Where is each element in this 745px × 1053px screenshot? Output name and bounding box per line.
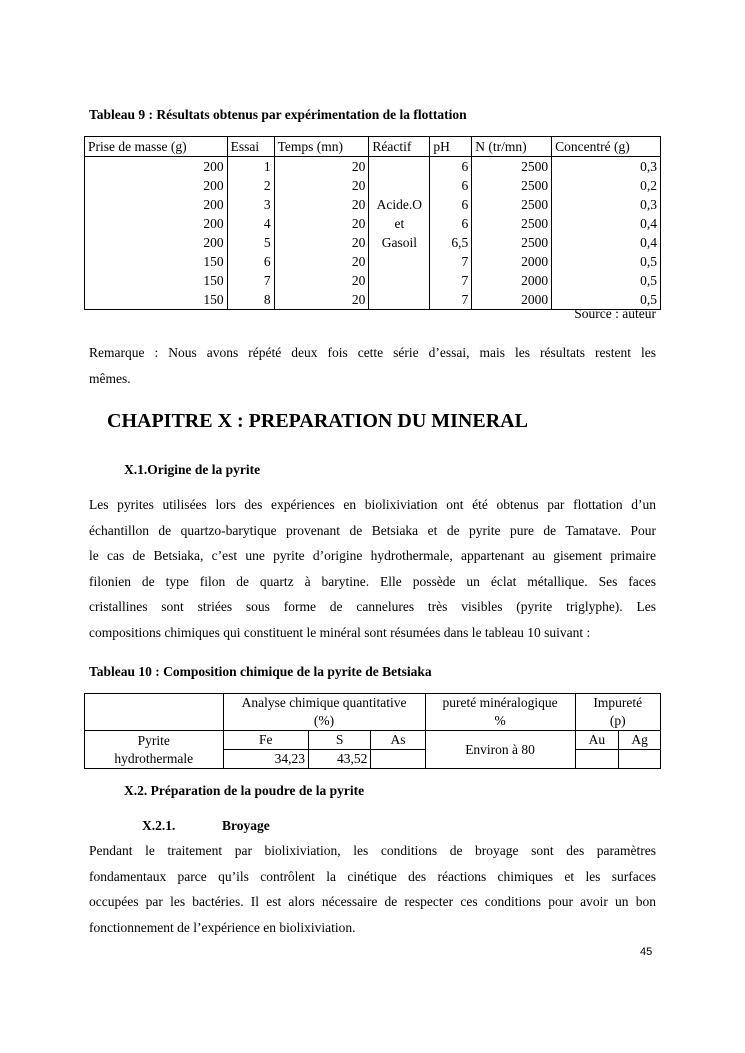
table-cell: 2000 xyxy=(521,292,549,307)
table-cell: 2500 xyxy=(521,178,549,193)
table10-impurete-header xyxy=(575,694,660,731)
section-x2-paragraph xyxy=(89,838,656,940)
table-cell: 7 xyxy=(263,273,271,288)
table10-fe-header: Fe xyxy=(223,731,308,750)
table-cell: 20 xyxy=(351,159,366,174)
paragraph-line: Pendant le traitement par biolixiviation, les conditions de broyage sont des paramètres xyxy=(89,843,656,858)
table-cell: 200 xyxy=(203,178,224,193)
reactif-text: Acide.O xyxy=(376,197,423,212)
header-text: (p) xyxy=(609,713,626,728)
table-cell: 20 xyxy=(351,178,366,193)
paragraph-line: filonien de type filon de quartz à barytine. Elle possède un éclat métallique. Ses faces xyxy=(89,573,656,589)
table10-s-value: 43,52 xyxy=(308,750,370,769)
paragraph-line: fondamentaux parce qu’ils contrôlent la cinétique des réactions chimiques et les surfaces xyxy=(89,868,656,884)
table-cell: 5 xyxy=(263,235,271,250)
header-text: (%) xyxy=(313,713,335,728)
header-text: Impureté xyxy=(593,695,643,710)
table10-au-header: Au xyxy=(575,731,619,750)
table10-as-header: As xyxy=(371,731,425,750)
table-cell: 0,5 xyxy=(640,292,657,307)
section-x21-title: Broyage xyxy=(222,818,270,833)
table-cell: 0,3 xyxy=(640,197,657,212)
table-cell: 6 xyxy=(461,216,469,231)
reactif-text: et xyxy=(394,216,405,231)
table-cell: 200 xyxy=(203,216,224,231)
table-cell: 20 xyxy=(351,254,366,269)
paragraph-line: cristallines sont striées sous forme de cannelures très visibles (pyrite triglyphe). Les xyxy=(89,599,656,614)
table-cell: 2000 xyxy=(521,254,549,269)
header-text: % xyxy=(494,713,506,728)
paragraph-line: occupées par les bactéries. Il est alors nécessaire de respecter ces conditions pour avoir un bon xyxy=(89,894,656,909)
table-cell: 6 xyxy=(461,197,469,212)
table10-ag-header: Ag xyxy=(619,731,661,750)
section-x1-paragraph xyxy=(89,492,656,645)
table-cell: 4 xyxy=(263,216,271,231)
table-cell: 20 xyxy=(351,292,366,307)
table10-row-label xyxy=(85,731,224,769)
table-cell: 0,3 xyxy=(640,159,657,174)
table10-caption: Tableau 10 : Composition chimique de la pyrite de Betsiaka xyxy=(89,664,432,679)
paragraph-line: échantillon de quartzo-barytique provenant de Betsiaka et de pyrite pure de Tamatave. Pour xyxy=(89,522,656,538)
table9-col-masse xyxy=(85,157,228,310)
table9-header: Essai xyxy=(227,137,274,157)
remarque-paragraph xyxy=(89,340,656,391)
section-x2-title: X.2. Préparation de la poudre de la pyrite xyxy=(124,783,365,798)
table10-header-row xyxy=(85,694,661,731)
remarque-line: Remarque : Nous avons répété deux fois cette série d’essai, mais les résultats restent les xyxy=(89,345,656,360)
table-cell: 0,5 xyxy=(640,254,657,269)
table9-col-temps xyxy=(274,157,369,310)
table-cell: 6 xyxy=(263,254,271,269)
page-number: 45 xyxy=(640,946,653,958)
table-cell: 0,2 xyxy=(640,178,657,193)
table-cell: 2500 xyxy=(521,159,549,174)
table-cell: 20 xyxy=(351,197,366,212)
table10 xyxy=(84,693,661,769)
table9-col-reactif xyxy=(369,157,430,310)
table-cell: 150 xyxy=(203,273,224,288)
table-cell: 0,5 xyxy=(640,273,657,288)
row-label-text: hydrothermale xyxy=(114,750,194,766)
table-cell: 6,5 xyxy=(451,235,469,250)
header-text: pureté minéralogique xyxy=(442,695,558,710)
table-cell: 200 xyxy=(203,235,224,250)
table-cell: 7 xyxy=(461,254,469,269)
table9-body xyxy=(85,157,661,310)
table9-source: Source : auteur xyxy=(574,306,656,321)
table10-purete-header xyxy=(425,694,575,731)
table-cell: 2 xyxy=(263,178,271,193)
table-cell: 7 xyxy=(461,292,469,307)
table9-header-row xyxy=(85,137,661,157)
paragraph-line: Les pyrites utilisées lors des expériences en biolixiviation ont été obtenus par flottation d’un xyxy=(89,497,656,512)
table9-col-essai xyxy=(227,157,274,310)
paragraph-line: compositions chimiques qui constituent le minéral sont résumées dans le tableau 10 suivant : xyxy=(89,624,591,640)
chapter-title: CHAPITRE X : PREPARATION DU MINERAL xyxy=(107,410,528,432)
table9-header: Concentré (g) xyxy=(552,137,661,157)
table-cell: 150 xyxy=(203,254,224,269)
table9-header: Temps (mn) xyxy=(274,137,369,157)
section-x1-title: X.1.Origine de la pyrite xyxy=(124,462,261,477)
paragraph-line: le cas de Betsiaka, c’est une pyrite d’origine hydrothermale, appartenant au gisement primaire xyxy=(89,548,656,563)
table-cell: 0,4 xyxy=(640,235,657,250)
header-text: Analyse chimique quantitative xyxy=(241,695,407,710)
table9-header: Réactif xyxy=(369,137,430,157)
table9 xyxy=(84,136,661,310)
table9-caption: Tableau 9 : Résultats obtenus par expérimentation de la flottation xyxy=(89,107,467,122)
table-cell: 6 xyxy=(461,159,469,174)
table-cell: 2500 xyxy=(521,216,549,231)
table-cell: 2500 xyxy=(521,197,549,212)
table10-fe-value: 34,23 xyxy=(223,750,308,769)
table-cell: 6 xyxy=(461,178,469,193)
table-cell: 200 xyxy=(203,159,224,174)
table-cell: 20 xyxy=(351,216,366,231)
table10-s-header: S xyxy=(308,731,370,750)
table9-col-n xyxy=(472,157,552,310)
row-label-text: Pyrite xyxy=(137,732,170,748)
table-cell: 150 xyxy=(203,292,224,307)
paragraph-line: fonctionnement de l’expérience en biolixiviation. xyxy=(89,919,356,935)
table-cell: 2000 xyxy=(521,273,549,288)
table-cell: 0,4 xyxy=(640,216,657,231)
table-cell: 200 xyxy=(203,197,224,212)
table9-col-ph xyxy=(430,157,472,310)
table-cell: 2500 xyxy=(521,235,549,250)
table9-col-concentre xyxy=(552,157,661,310)
table9-header: pH xyxy=(430,137,472,157)
table10-subheader-row xyxy=(85,731,661,750)
section-x21-number: X.2.1. xyxy=(142,818,176,833)
table-cell: 20 xyxy=(351,273,366,288)
reactif-text: Gasoil xyxy=(381,235,417,250)
table-cell: 20 xyxy=(351,235,366,250)
table9-header: N (tr/mn) xyxy=(472,137,552,157)
table10-purete-value: Environ à 80 xyxy=(425,731,575,769)
remarque-line: mêmes. xyxy=(89,370,131,386)
table-cell: 1 xyxy=(263,159,271,174)
table-cell: 7 xyxy=(461,273,469,288)
table-cell: 8 xyxy=(263,292,271,307)
table9-header: Prise de masse (g) xyxy=(85,137,228,157)
table10-analyse-header xyxy=(223,694,425,731)
table-cell: 3 xyxy=(263,197,271,212)
